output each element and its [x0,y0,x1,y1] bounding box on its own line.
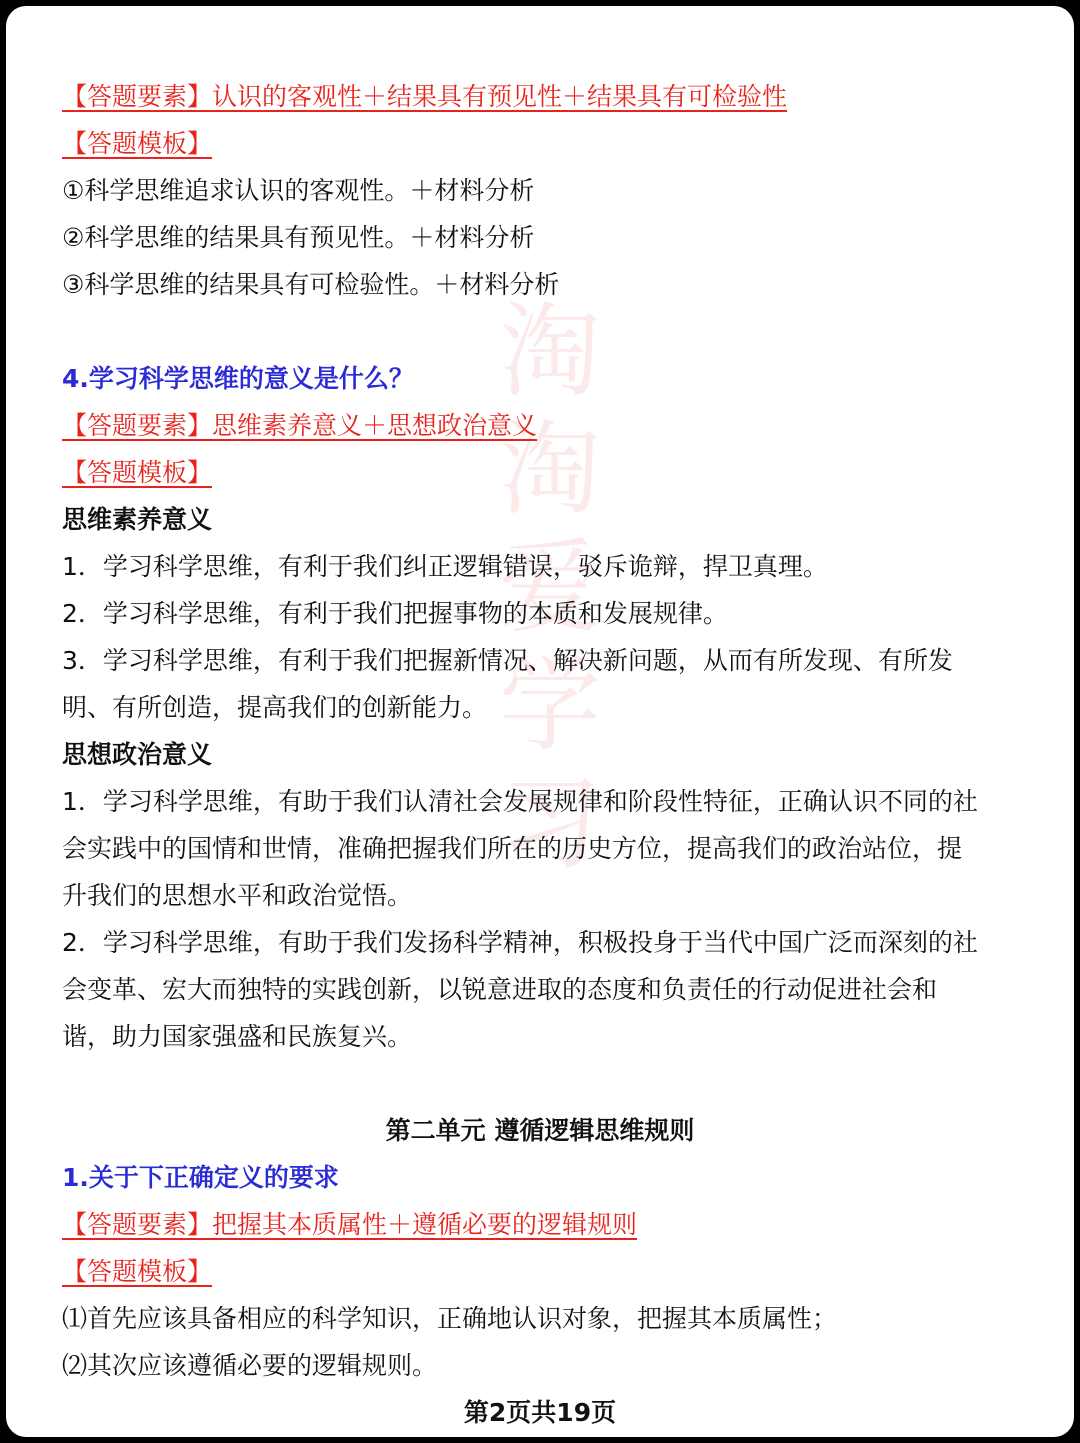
body-line: 2．学习科学思维，有助于我们发扬科学精神，积极投身于当代中国广泛而深刻的社 [62,928,978,957]
question-heading: 4.学习科学思维的意义是什么？ [62,364,414,393]
body-line: 会实践中的国情和世情，准确把握我们所在的历史方位，提高我们的政治站位，提 [62,834,963,863]
body-line: 会变革、宏大而独特的实践创新，以锐意进取的态度和负责任的行动促进社会和 [62,975,938,1004]
template-item: ③科学思维的结果具有可检验性。＋材料分析 [62,270,560,299]
unit-title: 第二单元 遵循逻辑思维规则 [385,1116,695,1145]
answer-points: 【答题要素】把握其本质属性＋遵循必要的逻辑规则 [62,1210,638,1239]
body-line: 升我们的思想水平和政治觉悟。 [62,881,413,910]
watermark-char: 淘 [499,411,601,530]
template-item: ⑴首先应该具备相应的科学知识，正确地认识对象，把握其本质属性； [62,1304,838,1333]
template-item: ②科学思维的结果具有预见性。＋材料分析 [62,223,535,252]
template-item: ①科学思维追求认识的客观性。＋材料分析 [62,176,535,205]
subheading: 思想政治意义 [62,740,213,769]
body-line: 1．学习科学思维，有助于我们认清社会发展规律和阶段性特征，正确认识不同的社 [62,787,978,816]
watermark-char: 爱 [499,529,601,648]
body-line: 谐，助力国家强盛和民族复兴。 [62,1022,413,1051]
answer-points: 【答题要素】思维素养意义＋思想政治意义 [62,411,538,440]
answer-points: 【答题要素】认识的客观性＋结果具有预见性＋结果具有可检验性 [62,82,788,111]
page-number: 第2页共19页 [463,1398,617,1427]
answer-template-label: 【答题模板】 [62,458,213,487]
body-line: 明、有所创造，提高我们的创新能力。 [62,693,488,722]
body-line: 2．学习科学思维，有利于我们把握事物的本质和发展规律。 [62,599,728,628]
watermark-char: 淘 [499,293,601,412]
watermark-char: 习 [499,765,601,884]
body-line: 3．学习科学思维，有利于我们把握新情况、解决新问题，从而有所发现、有所发 [62,646,953,675]
document-page [6,6,1074,1437]
question-heading: 1.关于下正确定义的要求 [62,1163,339,1192]
answer-template-label: 【答题模板】 [62,1257,213,1286]
subheading: 思维素养意义 [62,505,213,534]
answer-template-label: 【答题模板】 [62,129,213,158]
template-item: ⑵其次应该遵循必要的逻辑规则。 [62,1351,438,1380]
body-line: 1．学习科学思维，有利于我们纠正逻辑错误，驳斥诡辩，捍卫真理。 [62,552,828,581]
watermark-char: 学 [499,647,601,766]
